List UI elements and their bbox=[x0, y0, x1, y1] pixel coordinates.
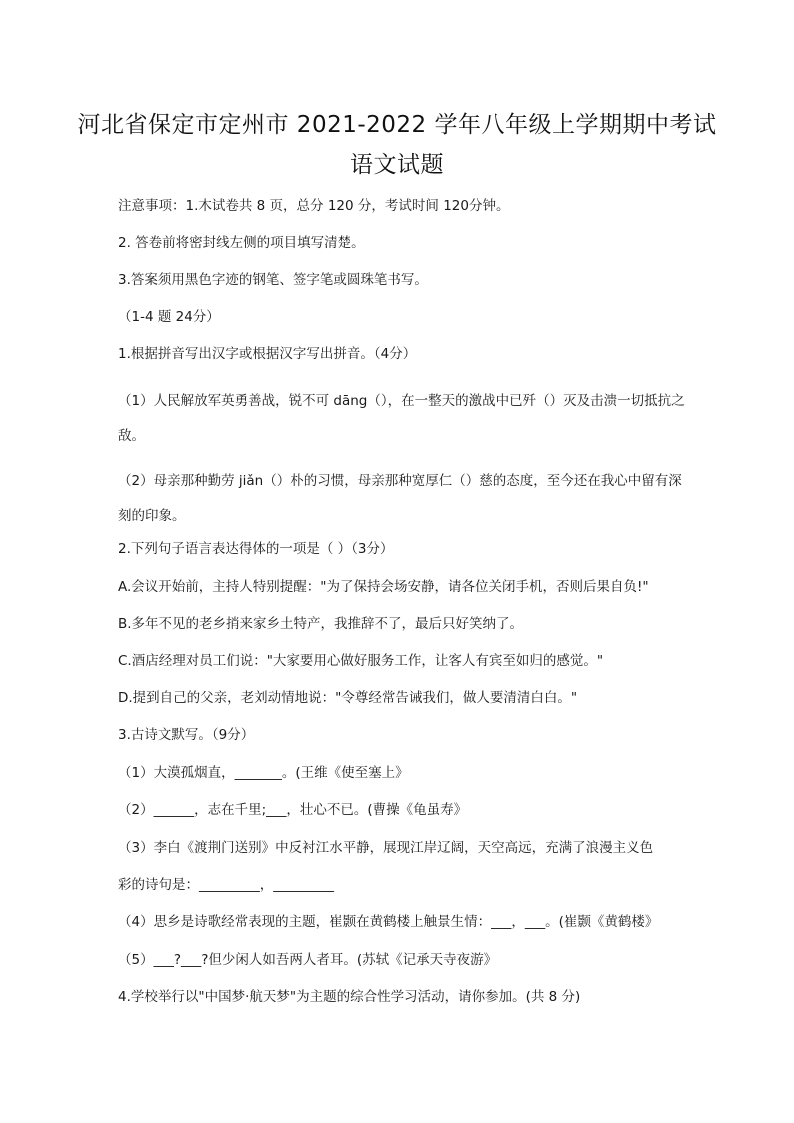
question-3-item-4: （4）思乡是诗歌经常表现的主题，崔颢在黄鹤楼上触景生情：___，___。(崔颢《黄鹤楼》 bbox=[118, 914, 659, 930]
exam-title: 河北省保定市定州市 2021-2022 学年八年级上学期期中考试 bbox=[77, 112, 717, 138]
question-1-item-2: （2）母亲那种勤劳 jiǎn（）朴的习惯，母亲那种宽厚仁（）慈的态度，至今还在我心中留有深刻的印象。 bbox=[118, 473, 682, 524]
question-2-option-c: C.酒店经理对员工们说："大家要用心做好服务工作，让客人有宾至如归的感觉。" bbox=[118, 653, 604, 669]
question-3-item-2: （2）______，志在千里;___，壮心不已。(曹操《龟虽寿》 bbox=[118, 802, 468, 818]
note-3: 3.答案须用黑色字迹的钢笔、签字笔或圆珠笔书写。 bbox=[118, 272, 428, 288]
question-3-item-5: （5）___?___?但少闲人如吾两人者耳。(苏轼《记承天寺夜游》 bbox=[118, 952, 498, 968]
question-3-stem: 3.古诗文默写。（9分） bbox=[118, 727, 255, 743]
question-2-stem: 2.下列句子语言表达得体的一项是（ ）（3分） bbox=[118, 541, 394, 557]
question-1-stem: 1.根据拼音写出汉字或根据汉字写出拼音。（4分） bbox=[118, 346, 417, 362]
note-2: 2. 答卷前将密封线左侧的项目填写清楚。 bbox=[118, 235, 365, 251]
question-4-stem: 4.学校举行以"中国梦·航天梦"为主题的综合性学习活动，请你参加。(共 8 分) bbox=[118, 989, 581, 1005]
note-1: 注意事项：1.木试卷共 8 页，总分 120 分，考试时间 120分钟。 bbox=[118, 198, 510, 214]
exam-subtitle: 语文试题 bbox=[350, 152, 444, 178]
question-2-option-b: B.多年不见的老乡捎来家乡土特产，我推辞不了，最后只好笑纳了。 bbox=[118, 616, 524, 632]
section-heading: （1-4 题 24分） bbox=[118, 309, 220, 325]
question-2-option-a: A.会议开始前，主持人特别提醒："为了保持会场安静，请各位关闭手机，否则后果自负!" bbox=[118, 579, 649, 595]
question-3-item-3-cont: 彩的诗句是：_________，_________ bbox=[118, 877, 334, 893]
question-3-item-3: （3）李白《渡荆门送别》中反衬江水平静，展现江岸辽阔，天空高远，充满了浪漫主义色 bbox=[118, 840, 654, 856]
question-3-item-1: （1）大漠孤烟直，_______。(王维《使至塞上》 bbox=[118, 765, 409, 781]
question-2-option-d: D.提到自己的父亲，老刘动情地说："令尊经常告诫我们，做人要清清白白。" bbox=[118, 690, 578, 706]
question-1-item-1: （1）人民解放军英勇善战，锐不可 dāng（），在一整天的激战中已歼（）灭及击溃一切抵抗之敌。 bbox=[118, 393, 685, 444]
